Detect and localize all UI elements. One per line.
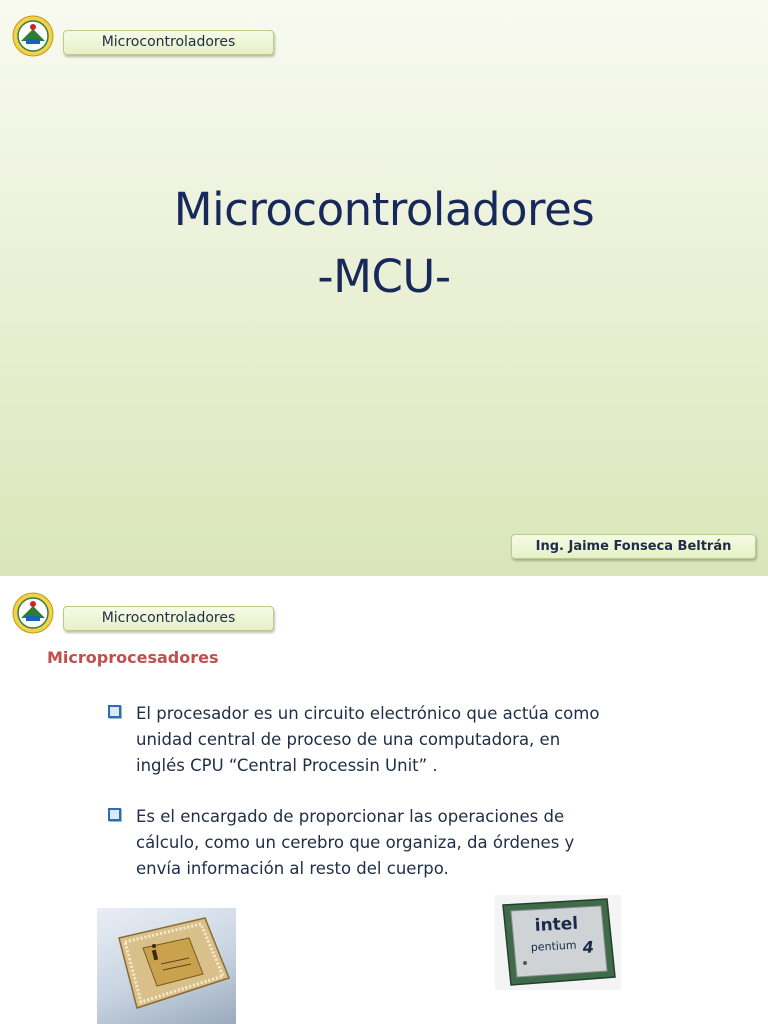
- content-slide: [0, 576, 768, 1024]
- intel-chip-photo: [97, 908, 236, 1024]
- svg-text:4: 4: [582, 937, 595, 957]
- square-bullet-icon: [108, 808, 121, 821]
- bullet-text: Es el encargado de proporcionar las operaciones de cálculo, como un cerebro que organiza, da órdenes y envía información al resto del cuerpo.: [136, 807, 575, 878]
- intel-pentium-4-photo: [495, 895, 621, 990]
- svg-text:pentium: pentium: [530, 938, 577, 954]
- author-tag: Ing. Jaime Fonseca Beltrán: [511, 534, 756, 559]
- university-seal-icon: [12, 15, 54, 57]
- university-seal-icon: [12, 592, 54, 634]
- slide-subtitle: -MCU-: [317, 250, 451, 303]
- header-tag: Microcontroladores: [63, 606, 274, 631]
- svg-text:intel: intel: [534, 913, 579, 936]
- section-heading: Microprocesadores: [47, 648, 219, 667]
- square-bullet-icon: [108, 705, 121, 718]
- bullet-text: El procesador es un circuito electrónico que actúa como unidad central de proceso de una computadora, en inglés CPU “Central Processin Unit” .: [136, 704, 600, 775]
- header-tag: Microcontroladores: [63, 30, 274, 55]
- slide-title: Microcontroladores: [173, 183, 595, 236]
